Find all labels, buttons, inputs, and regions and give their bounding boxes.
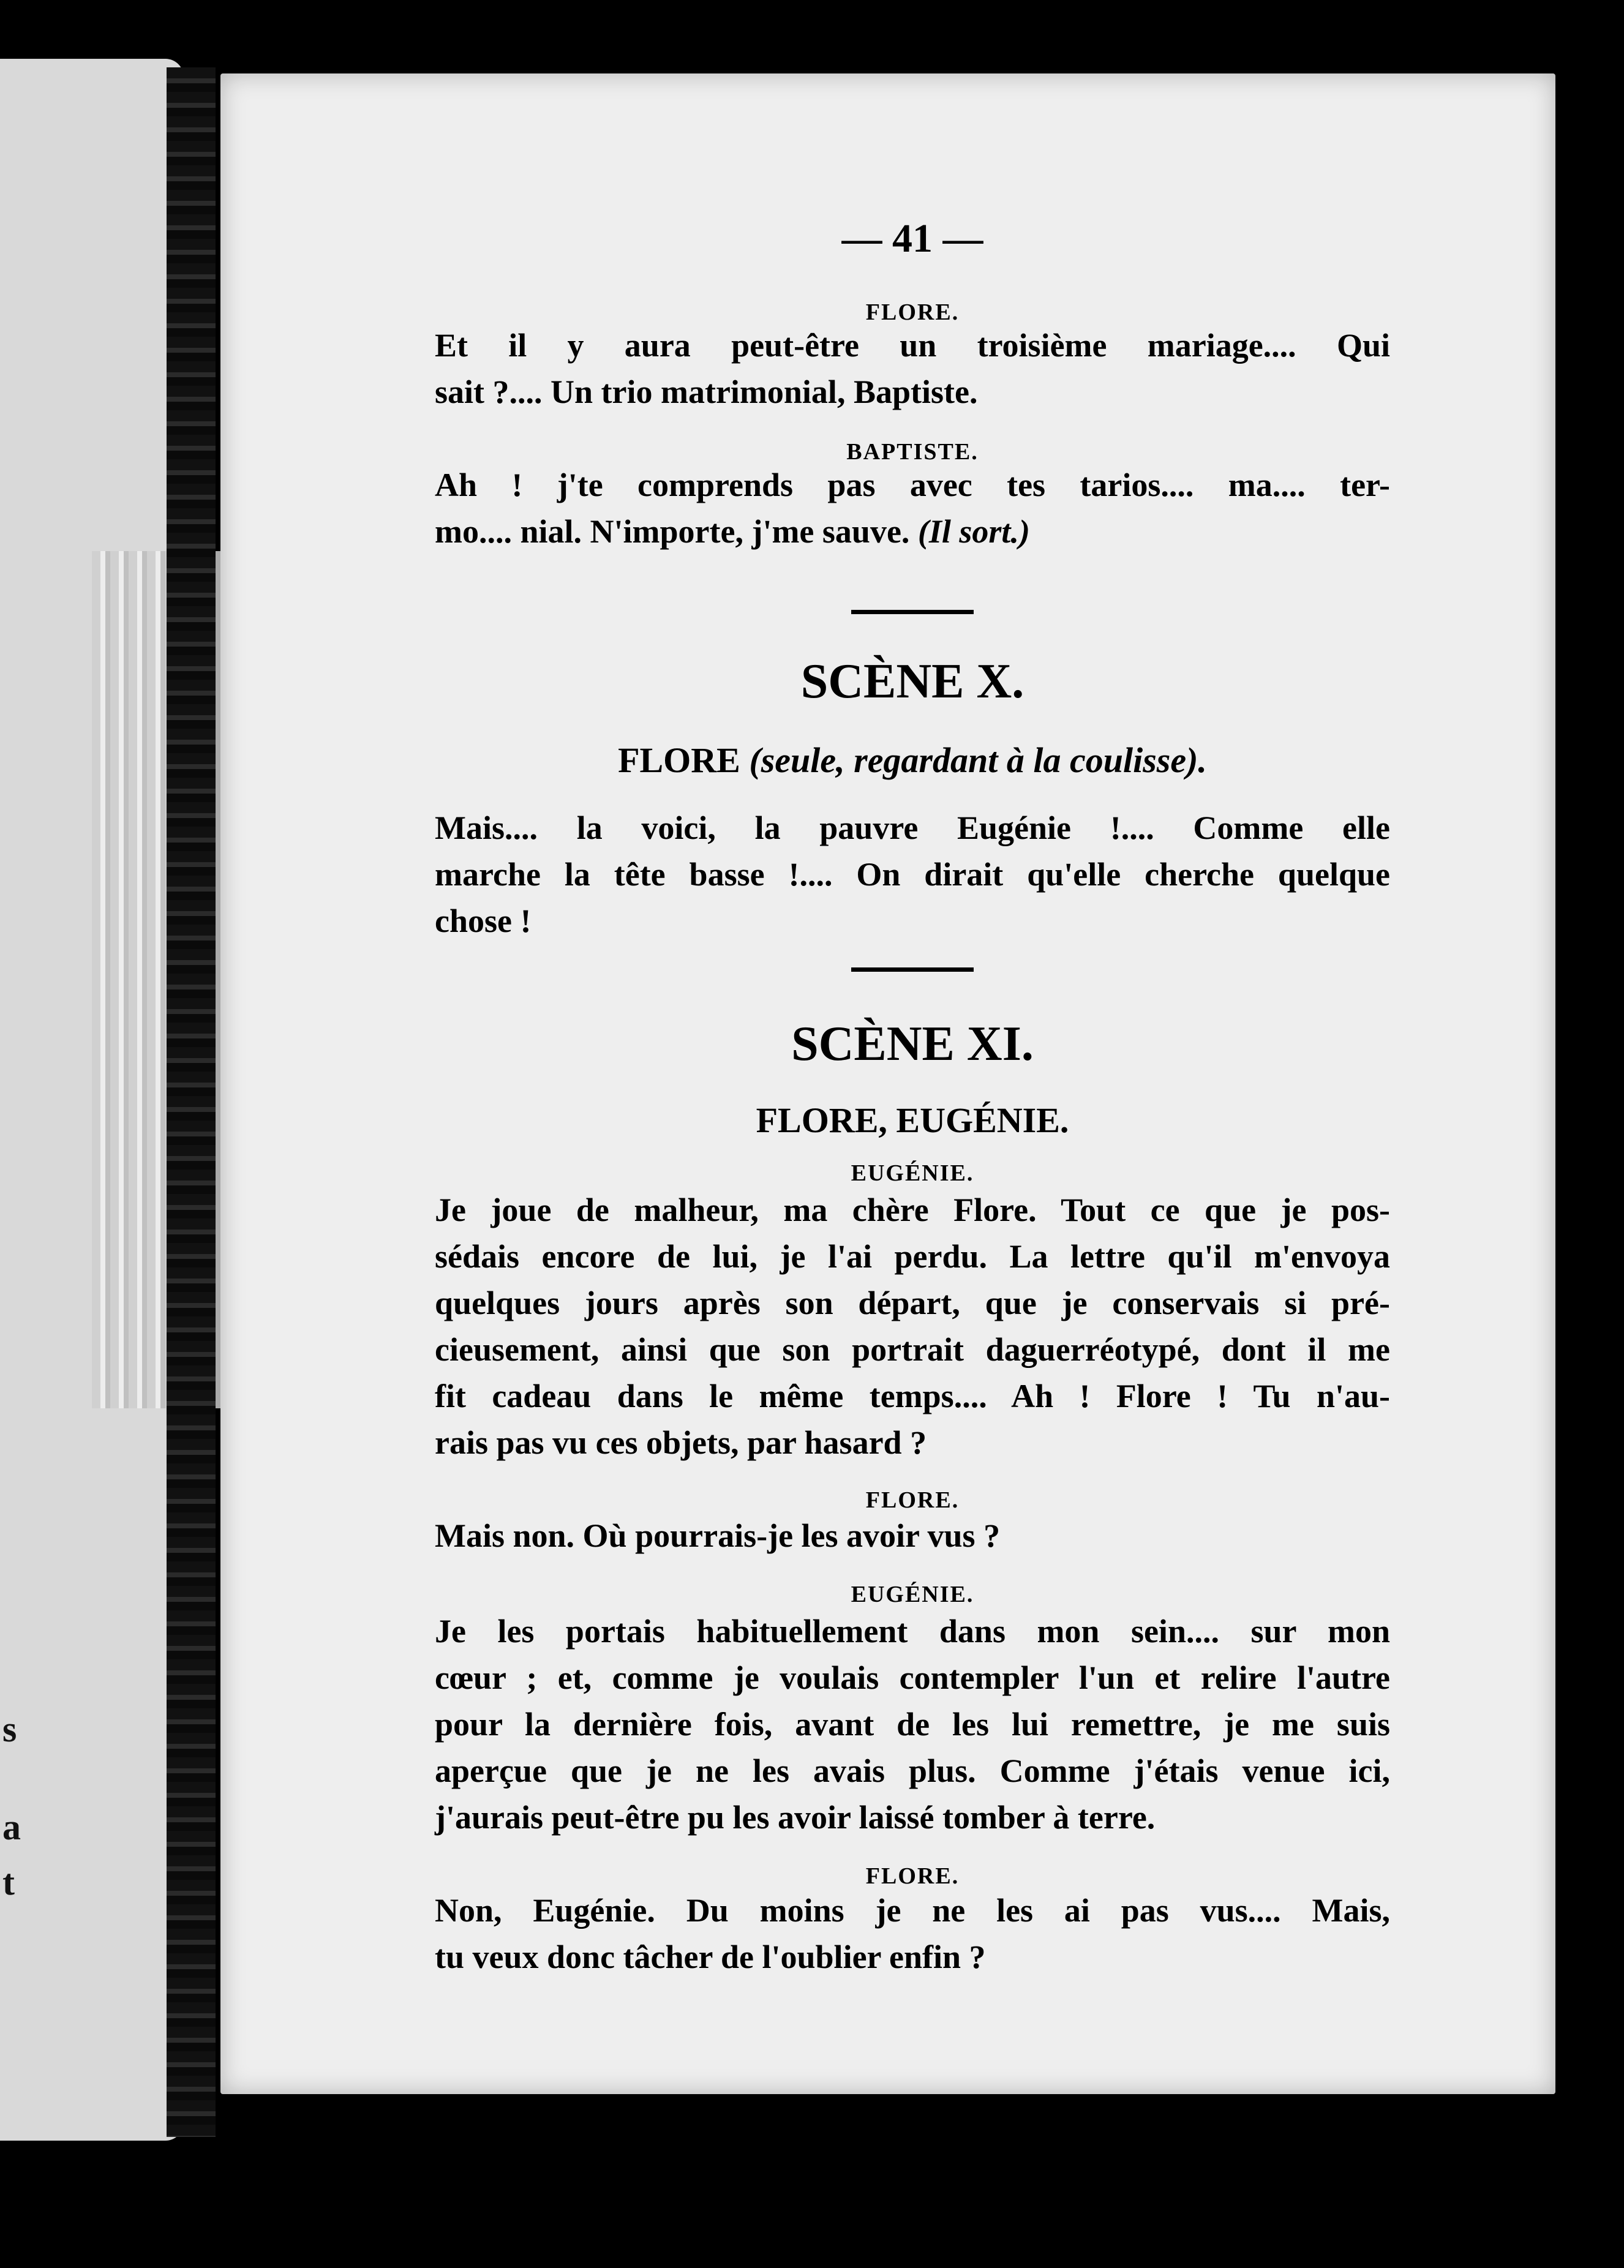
dialogue-text: mo.... nial. N'importe, j'me sauve. <box>435 513 910 550</box>
dialogue-line: Mais non. Où pourrais-je les avoir vus ? <box>435 1517 1001 1554</box>
dialogue-line: tu veux donc tâcher de l'oublier enfin ? <box>435 1939 986 1975</box>
dialogue-line: Je joue de malheur, ma chère Flore. Tout ce que je pos- <box>435 1192 1390 1228</box>
dialogue-line: fit cadeau dans le même temps.... Ah ! Flore ! Tu n'au- <box>435 1378 1390 1414</box>
scene-divider <box>851 967 974 972</box>
speaker-label: FLORE. <box>865 1487 960 1513</box>
book-spine <box>167 67 216 2137</box>
dialogue-line: sait ?.... Un trio matrimonial, Baptiste. <box>435 374 978 410</box>
dialogue-line: cieusement, ainsi que son portrait daguerréotypé, dont il me <box>435 1331 1390 1368</box>
speaker-label: BAPTISTE. <box>846 439 979 465</box>
dialogue-line: Non, Eugénie. Du moins je ne les ai pas vus.... Mais, <box>435 1892 1390 1929</box>
dialogue-line: pour la dernière fois, avant de les lui remettre, je me suis <box>435 1706 1390 1743</box>
scene-cast: FLORE, EUGÉNIE. <box>756 1100 1069 1140</box>
scene-cast <box>435 740 1390 781</box>
speaker-label: EUGÉNIE. <box>851 1582 974 1607</box>
scene-divider <box>851 610 974 614</box>
scene-title: SCÈNE X. <box>800 655 1024 708</box>
stage-direction: (Il sort.) <box>917 513 1030 550</box>
dialogue-line: Et il y aura peut-être un troisième mariage.... Qui <box>435 327 1390 364</box>
dialogue-line: j'aurais peut-être pu les avoir laissé tomber à terre. <box>435 1799 1156 1836</box>
dialogue-line: cœur ; et, comme je voulais contempler l'un et relire l'autre <box>435 1659 1390 1696</box>
dialogue-line: Je les portais habituellement dans mon sein.... sur mon <box>435 1613 1390 1650</box>
stage-direction: (seule, regardant à la coulisse). <box>749 740 1207 780</box>
page <box>220 73 1555 2094</box>
speaker-label: EUGÉNIE. <box>851 1160 974 1186</box>
page-number: — 41 — <box>841 216 983 261</box>
speaker-label: FLORE. <box>865 299 960 325</box>
dialogue-line: quelques jours après son départ, que je conservais si pré- <box>435 1285 1390 1321</box>
dialogue-line: marche la tête basse !.... On dirait qu'elle cherche quelque <box>435 856 1390 893</box>
speaker-label: FLORE. <box>865 1863 960 1889</box>
dialogue-line: Mais.... la voici, la pauvre Eugénie !.... Comme elle <box>435 809 1390 846</box>
cast-name: FLORE <box>618 740 740 780</box>
dialogue-line: rais pas vu ces objets, par hasard ? <box>435 1424 927 1461</box>
dialogue-line: sédais encore de lui, je l'ai perdu. La lettre qu'il m'envoya <box>435 1238 1390 1275</box>
dialogue-line <box>435 512 1390 551</box>
margin-mark: a <box>2 1807 21 1847</box>
margin-mark: t <box>2 1862 15 1902</box>
scene-title: SCÈNE XI. <box>791 1017 1034 1071</box>
margin-mark: s <box>2 1709 17 1749</box>
dialogue-line: aperçue que je ne les avais plus. Comme j'étais venue ici, <box>435 1752 1390 1789</box>
dialogue-line: chose ! <box>435 903 532 939</box>
dialogue-line: Ah ! j'te comprends pas avec tes tarios.... ma.... ter- <box>435 467 1390 503</box>
